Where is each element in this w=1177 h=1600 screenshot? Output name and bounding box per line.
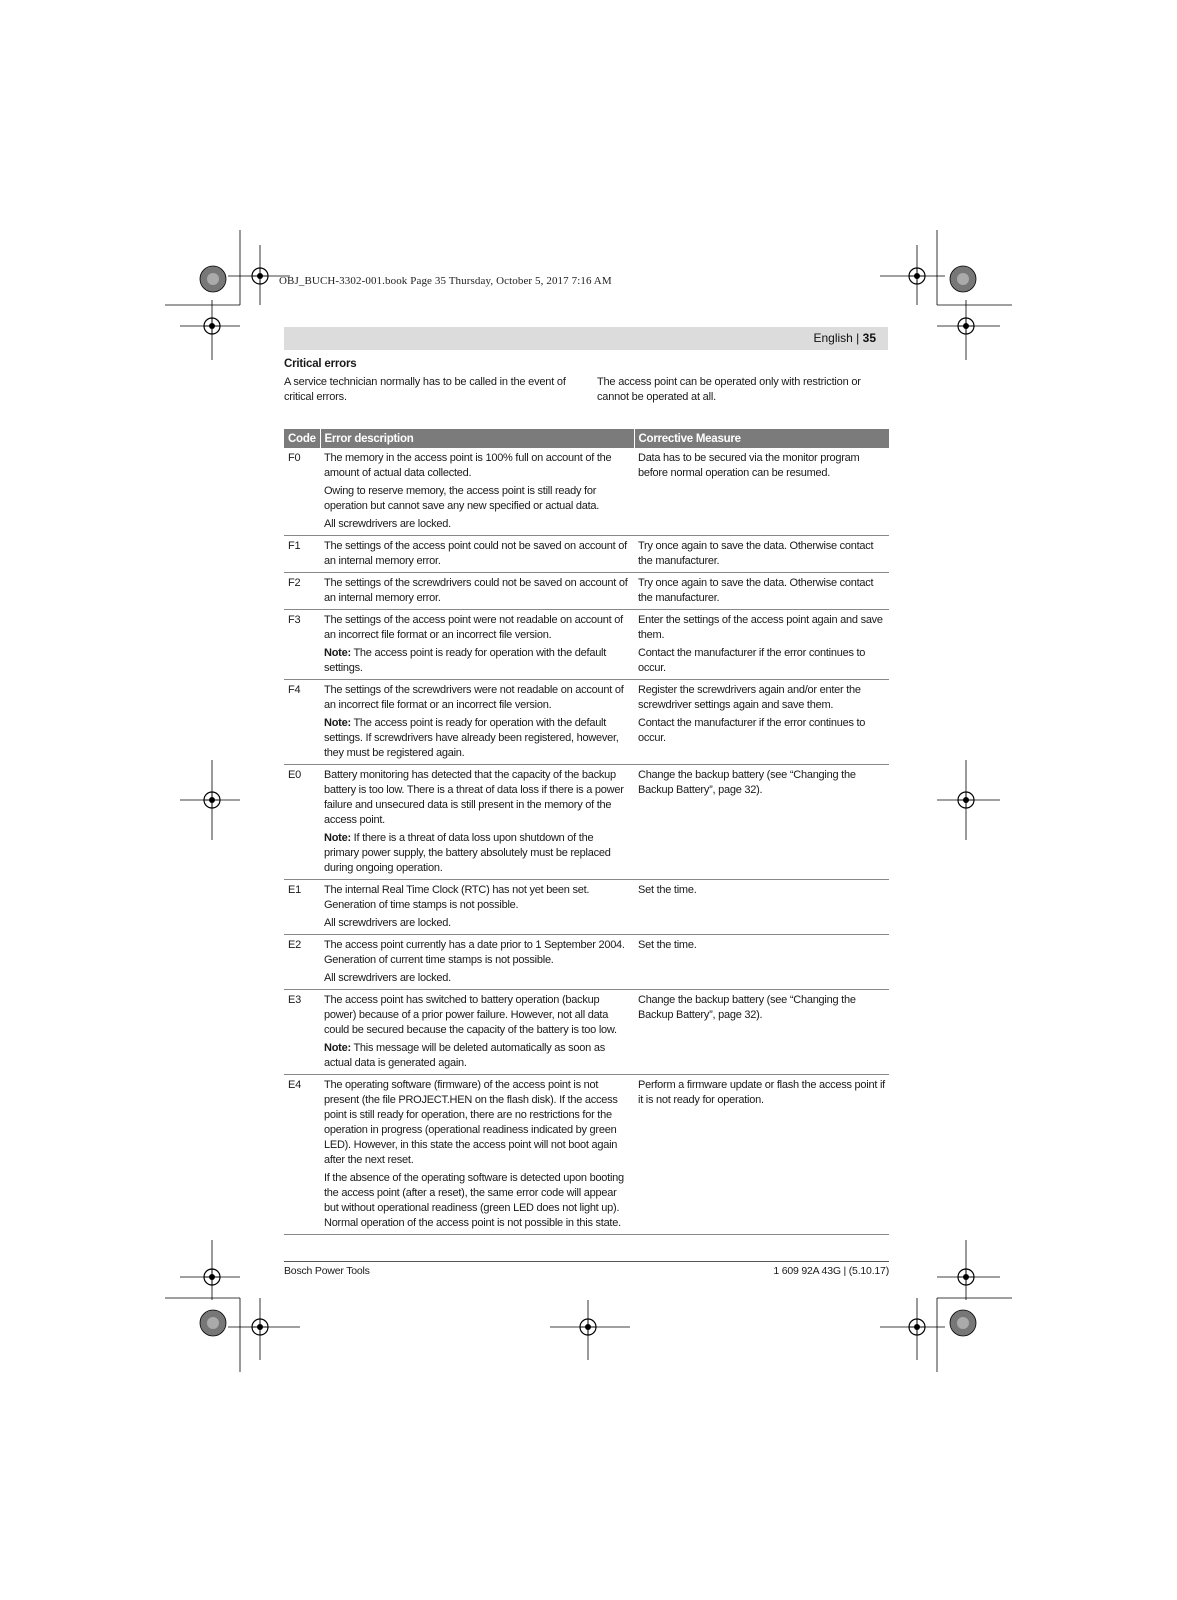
print-slug-line: OBJ_BUCH-3302-001.book Page 35 Thursday, October 5, 2017 7:16 AM [279, 275, 612, 287]
cell-text: Data has to be secured via the monitor program before normal operation can be resumed. [638, 452, 860, 479]
cell-text: The settings of the access point could not be saved on account of an internal memory error. [324, 540, 627, 567]
cell-paragraph [324, 451, 630, 481]
corrective-measure [634, 448, 889, 536]
corrective-measure [634, 680, 889, 765]
cell-paragraph [324, 883, 630, 913]
cell-text: All screwdrivers are locked. [324, 518, 451, 530]
table-row [284, 610, 889, 680]
footer-doc-number: 1 609 92A 43G | (5.10.17) [773, 1265, 889, 1277]
column-header-description: Error description [320, 429, 634, 448]
error-description [320, 1075, 634, 1235]
cell-text: Change the backup battery (see “Changing the Backup Battery”, page 32). [638, 769, 856, 796]
cell-text: Battery monitoring has detected that the capacity of the backup battery is too low. There is a threat of data loss if there is a power failure and unsecured data is still present in the memory of the access point. [324, 769, 624, 826]
cell-text: Register the screwdrivers again and/or enter the screwdriver settings again and save them. [638, 684, 861, 711]
table-row [284, 990, 889, 1075]
intro-right-paragraph: The access point can be operated only with restriction or cannot be operated at all. [597, 376, 861, 403]
column-header-code: Code [284, 429, 320, 448]
error-code: F4 [284, 680, 320, 765]
cell-text: The operating software (firmware) of the access point is not present (the file PROJECT.HEN on the flash disk). If the access point is still ready for operation, there are no restrictions for the operation in progress (operational readiness indicated by green LED). However, in this state the access point will not boot again after the next reset. [324, 1079, 618, 1166]
cell-text: All screwdrivers are locked. [324, 917, 451, 929]
error-description [320, 536, 634, 573]
error-code: E4 [284, 1075, 320, 1235]
cell-paragraph [324, 1171, 630, 1231]
cell-paragraph [324, 938, 630, 968]
cell-text: This message will be deleted automatically as soon as actual data is generated again. [324, 1042, 605, 1069]
cell-paragraph [324, 768, 630, 828]
note-label: Note: [324, 1042, 351, 1054]
corrective-measure [634, 536, 889, 573]
error-description [320, 448, 634, 536]
cell-paragraph [638, 883, 885, 898]
corrective-measure [634, 573, 889, 610]
cell-paragraph [324, 1078, 630, 1168]
corrective-measure [634, 935, 889, 990]
cell-paragraph [638, 716, 885, 746]
cell-paragraph [324, 971, 630, 986]
cell-text: The access point is ready for operation with the default settings. [324, 647, 607, 674]
cell-text: The access point is ready for operation with the default settings. If screwdrivers have already been registered, however, they must be registered again. [324, 717, 619, 759]
cell-text: The settings of the access point were not readable on account of an incorrect file format or an incorrect file version. [324, 614, 623, 641]
cell-paragraph [324, 993, 630, 1038]
table-header-row [284, 429, 889, 448]
error-description [320, 680, 634, 765]
cell-paragraph [324, 613, 630, 643]
cell-text: The settings of the screwdrivers could not be saved on account of an internal memory error. [324, 577, 628, 604]
cell-paragraph [638, 451, 885, 481]
cell-paragraph [638, 993, 885, 1023]
cell-text: The access point currently has a date prior to 1 September 2004. Generation of current time stamps is not possible. [324, 939, 625, 966]
cell-text: Contact the manufacturer if the error continues to occur. [638, 647, 866, 674]
error-code: F1 [284, 536, 320, 573]
cell-paragraph [324, 576, 630, 606]
cell-text: The internal Real Time Clock (RTC) has not yet been set. Generation of time stamps is not possible. [324, 884, 590, 911]
column-header-measure: Corrective Measure [634, 429, 889, 448]
error-code: F0 [284, 448, 320, 536]
cell-paragraph [324, 539, 630, 569]
cell-text: Contact the manufacturer if the error continues to occur. [638, 717, 866, 744]
table-row [284, 680, 889, 765]
error-code: E3 [284, 990, 320, 1075]
corrective-measure [634, 990, 889, 1075]
error-code: F3 [284, 610, 320, 680]
error-description [320, 610, 634, 680]
table-row [284, 536, 889, 573]
table-body [284, 448, 889, 1235]
cell-text: All screwdrivers are locked. [324, 972, 451, 984]
cell-paragraph [638, 539, 885, 569]
cell-text: The access point has switched to battery operation (backup power) because of a prior power failure. However, not all data could be secured because the capacity of the battery is too low. [324, 994, 617, 1036]
corrective-measure [634, 765, 889, 880]
error-code: F2 [284, 573, 320, 610]
critical-errors-table [284, 429, 889, 1235]
cell-paragraph [638, 646, 885, 676]
cell-paragraph [638, 683, 885, 713]
corrective-measure [634, 1075, 889, 1235]
cell-paragraph [324, 1041, 630, 1071]
cell-text: Try once again to save the data. Otherwise contact the manufacturer. [638, 540, 874, 567]
error-description [320, 765, 634, 880]
cell-text: Owing to reserve memory, the access point is still ready for operation but cannot save any new specified or actual data. [324, 485, 600, 512]
header-language: English | [813, 331, 863, 345]
cell-paragraph [324, 517, 630, 532]
cell-paragraph [638, 613, 885, 643]
note-label: Note: [324, 647, 351, 659]
cell-paragraph [638, 938, 885, 953]
corrective-measure [634, 610, 889, 680]
footer-divider [284, 1261, 889, 1262]
error-description [320, 573, 634, 610]
cell-text: If the absence of the operating software is detected upon booting the access point (after a reset), the same error code will appear but without operational readiness (green LED does not light up). Normal operation of the access point is not possible in this state. [324, 1172, 624, 1229]
error-code: E0 [284, 765, 320, 880]
cell-paragraph [638, 1078, 885, 1108]
cell-paragraph [324, 683, 630, 713]
error-code: E2 [284, 935, 320, 990]
page-header [284, 327, 888, 350]
cell-paragraph [324, 484, 630, 514]
page-number: 35 [862, 331, 876, 345]
cell-text: Perform a firmware update or flash the access point if it is not ready for operation. [638, 1079, 885, 1106]
note-label: Note: [324, 832, 351, 844]
cell-paragraph [638, 768, 885, 798]
intro-left-paragraph: A service technician normally has to be called in the event of critical errors. [284, 376, 566, 403]
table-row [284, 765, 889, 880]
cell-paragraph [324, 646, 630, 676]
cell-text: Set the time. [638, 939, 697, 951]
table-row [284, 573, 889, 610]
cell-paragraph [638, 576, 885, 606]
cell-paragraph [324, 916, 630, 931]
table-row [284, 935, 889, 990]
error-description [320, 880, 634, 935]
cell-paragraph [324, 831, 630, 876]
cell-text: Set the time. [638, 884, 697, 896]
cell-paragraph [324, 716, 630, 761]
error-description [320, 990, 634, 1075]
header-text [813, 331, 876, 345]
cell-text: The settings of the screwdrivers were not readable on account of an incorrect file format or an incorrect file version. [324, 684, 624, 711]
corrective-measure [634, 880, 889, 935]
section-title: Critical errors [284, 358, 357, 370]
note-label: Note: [324, 717, 351, 729]
table-row [284, 880, 889, 935]
cell-text: The memory in the access point is 100% full on account of the amount of actual data collected. [324, 452, 612, 479]
cell-text: If there is a threat of data loss upon shutdown of the primary power supply, the battery absolutely must be replaced during ongoing operation. [324, 832, 611, 874]
error-code: E1 [284, 880, 320, 935]
footer-brand: Bosch Power Tools [284, 1265, 370, 1277]
cell-text: Enter the settings of the access point again and save them. [638, 614, 883, 641]
cell-text: Try once again to save the data. Otherwise contact the manufacturer. [638, 577, 874, 604]
cell-text: Change the backup battery (see “Changing the Backup Battery”, page 32). [638, 994, 856, 1021]
table-row [284, 448, 889, 536]
table-row [284, 1075, 889, 1235]
error-description [320, 935, 634, 990]
